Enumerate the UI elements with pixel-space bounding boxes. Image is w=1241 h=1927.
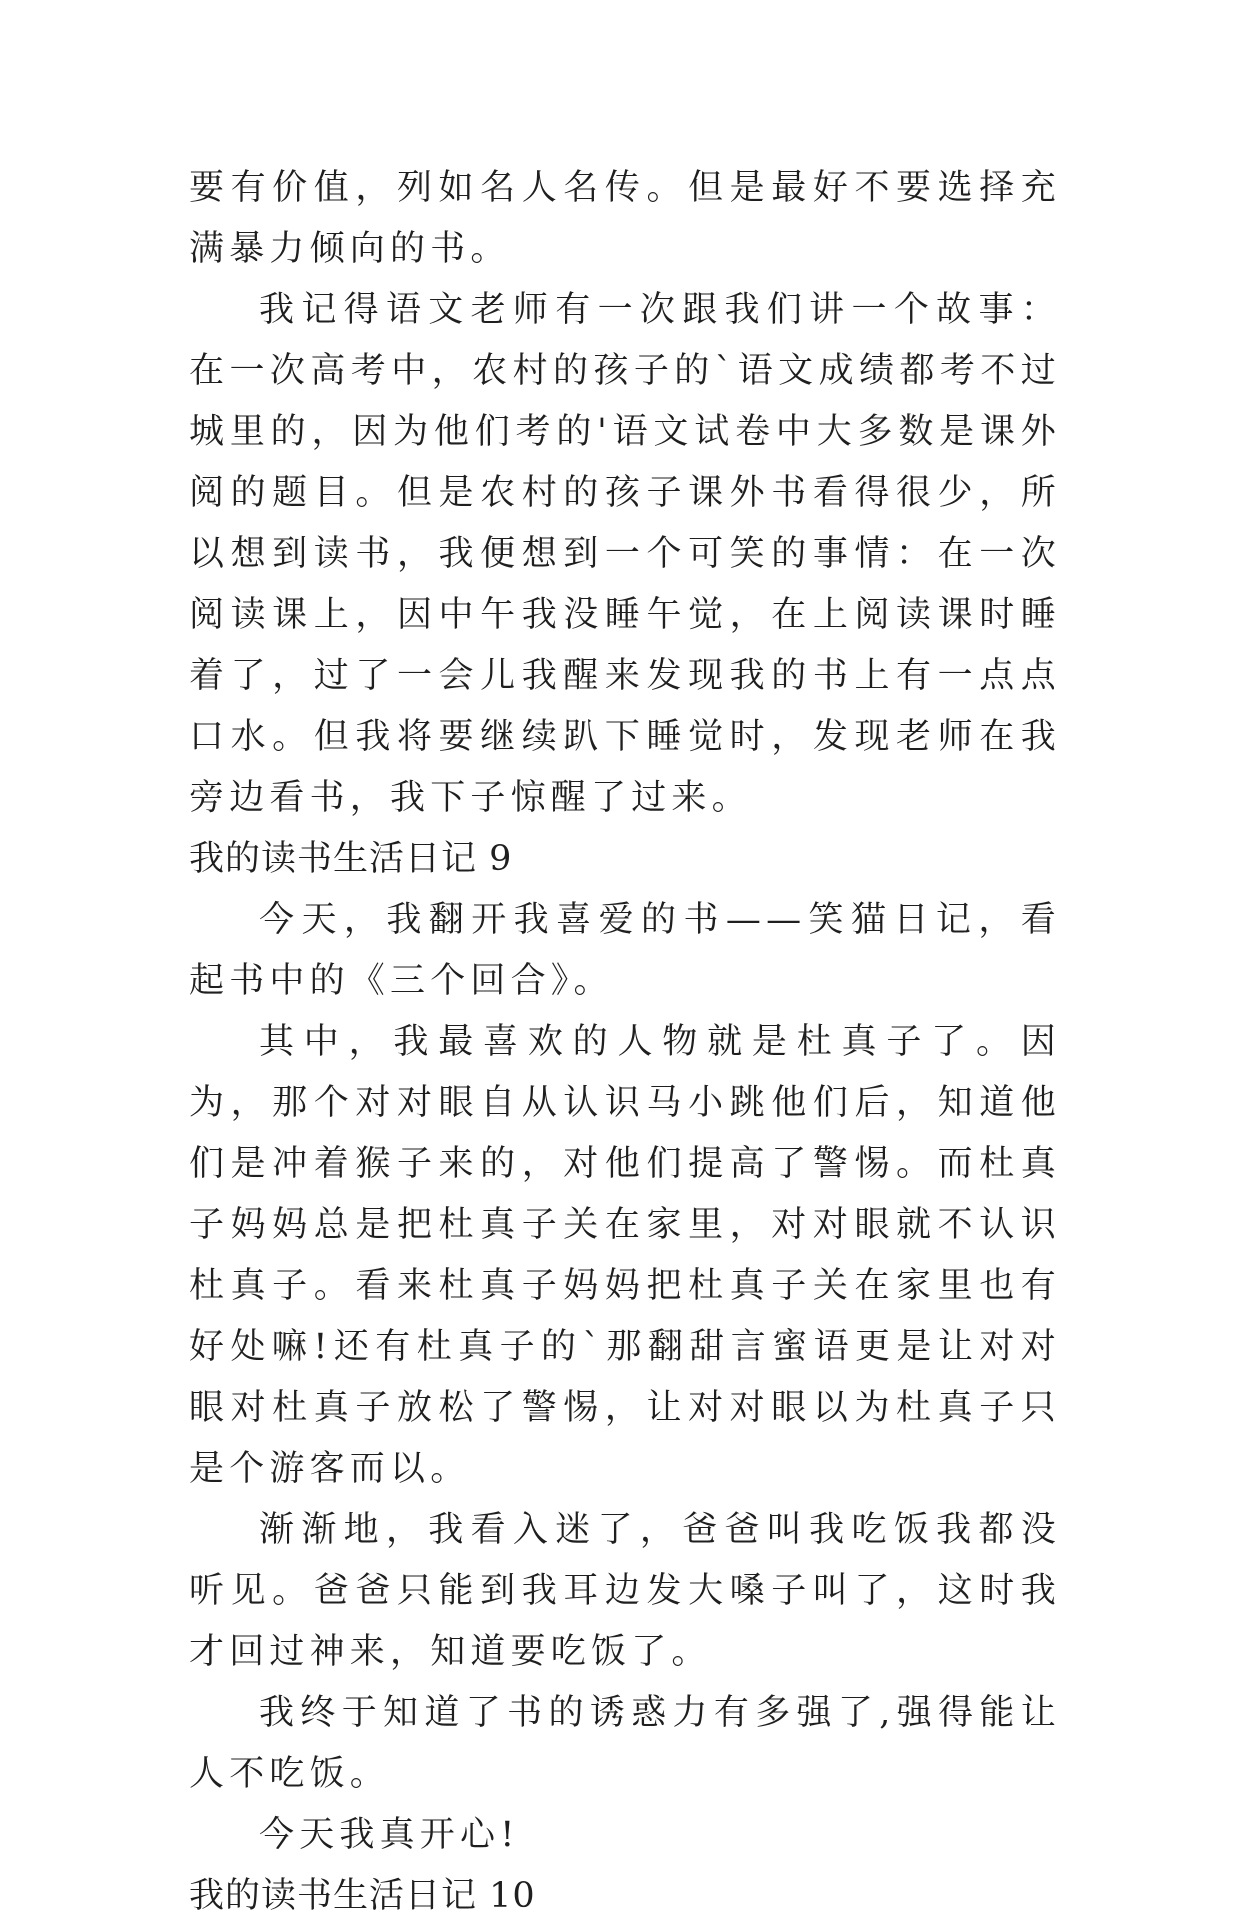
paragraph: 我记得语文老师有一次跟我们讲一个故事：在一次高考中，农村的孩子的`语文成绩都考不过城里的，因为他们考的'语文试卷中大多数是课外阅的题目。但是农村的孩子课外书看得很少，所以想到读书，我便想到一个可笑的事情：在一次阅读课上，因中午我没睡午觉，在上阅读课时睡着了，过了一会儿我醒来发现我的书上有一点点口水。但我将要继续趴下睡觉时，发现老师在我旁边看书，我下子惊醒了过来。 (189, 290, 1061, 818)
paragraph: 渐渐地，我看入迷了，爸爸叫我吃饭我都没听见。爸爸只能到我耳边发大嗓子叫了，这时我才回过神来，知道要吃饭了。 (189, 1510, 1061, 1672)
paragraph: 其中，我最喜欢的人物就是杜真子了。因为，那个对对眼自从认识马小跳他们后，知道他们是冲着猴子来的，对他们提高了警惕。而杜真子妈妈总是把杜真子关在家里，对对眼就不认识杜真子。看来杜真子妈妈把杜真子关在家里也有好处嘛!还有杜真子的`那翻甜言蜜语更是让对对眼对杜真子放松了警惕，让对对眼以为杜真子只是个游客而以。 (189, 1022, 1061, 1489)
paragraph: 今天，我翻开我喜爱的书——笑猫日记，看起书中的《三个回合》。 (189, 900, 1061, 1001)
section-heading: 我的读书生活日记 9 (189, 839, 513, 879)
section-heading: 我的读书生活日记 10 (189, 1876, 536, 1916)
paragraph: 要有价值，列如名人名传。但是最好不要选择充满暴力倾向的书。 (189, 168, 1061, 269)
paragraph: 我终于知道了书的诱惑力有多强了,强得能让人不吃饭。 (189, 1693, 1061, 1794)
document-body (189, 158, 1061, 1927)
paragraph: 今天我真开心! (259, 1815, 520, 1855)
